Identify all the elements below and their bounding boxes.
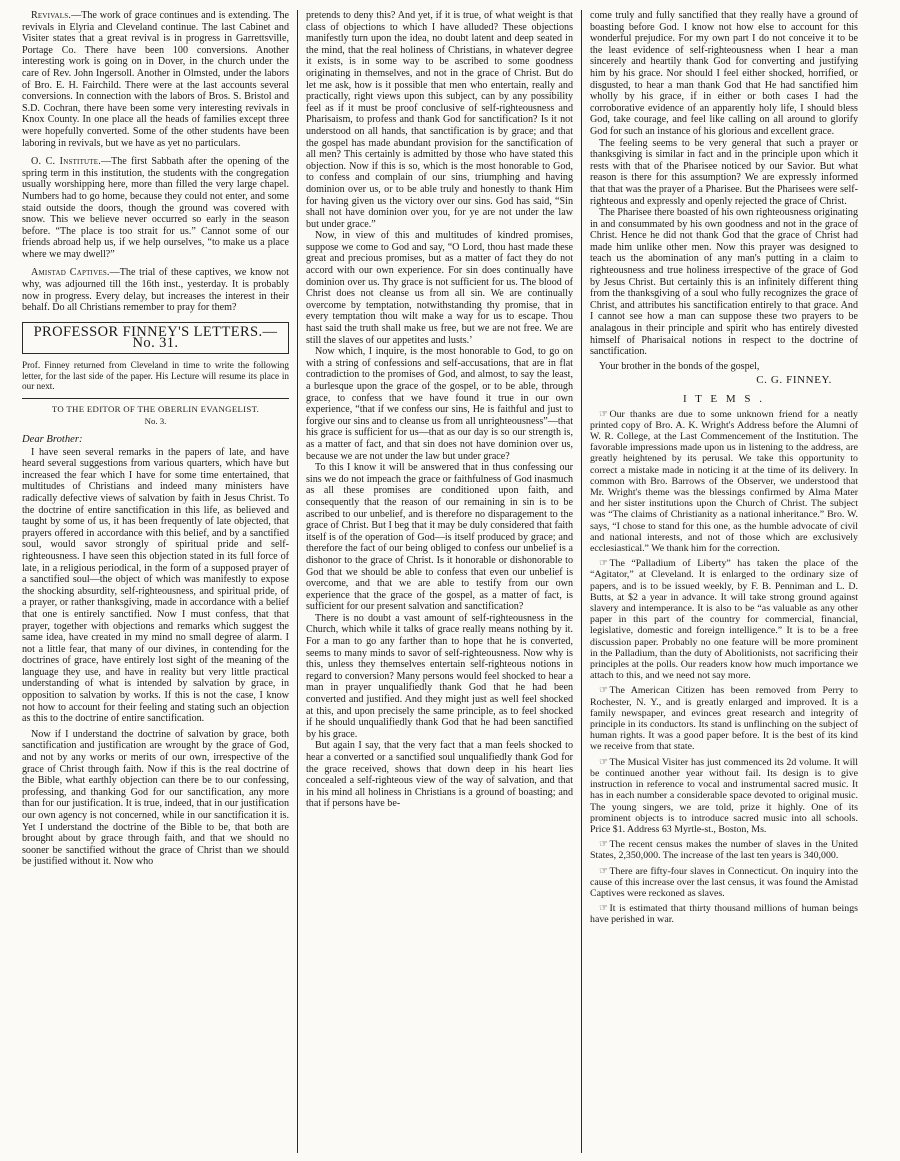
pointing-hand-icon: ☞ — [599, 408, 608, 420]
news-item-text: The Musical Visiter has just commenced its 2d volume. It will be continued another year without fail. Its design is to give instruction in reference to vocal and instrumental sacred music. It has in each number a considerable space devoted to original music. The young singers, we are told, prize it highly. One of its prominent objects is to introduce sacred music into all schools. Price $1. Address 63 Myrtle-st., Boston, Ms. — [590, 756, 858, 835]
c2-paragraph-3: Now which, I inquire, is the most honorable to God, to go on with a string of confessions and self-accusations, that are in flat contradiction to the promises of God, and almost, to say the least, a burlesque upon the grace of the gospel, or to be able, through grace, to confess that we have found it true in our own experience, “that if we confess our sins, He is faithful and just to forgive our sins and to cleanse us from all unrighteousness”—that his grace is sufficient for us—that as our day is so our strength is, as a matter of fact, and that sin does not have dominion over us, because we are not under the law but under grace? — [306, 346, 573, 462]
pointing-hand-icon: ☞ — [599, 839, 608, 851]
c3-paragraph-1: come truly and fully sanctified that they really have a ground of boasting before God. I know not how else to account for this wonderful prejudice. For my own part I do not conceive it to be the least evidence of self-righteousness when I hear a man sincerely and heartily thank God for converting and justifying him by his grace. Nor should I feel either shocked, horrified, or disgusted, to hear a man thank God that He had sanctified him wholly by his grace, if in either or both cases I had the corroborative evidence of an apparently holy life, I should bless God, take courage, and feel like calling on all around to glorify God for such an instance of his glorious and excellent grace. — [590, 10, 858, 137]
news-item — [590, 757, 858, 835]
letter-signature: C. G. FINNEY. — [756, 374, 832, 387]
news-item-text: It is estimated that thirty thousand millions of human beings have perished in war. — [590, 903, 858, 926]
oc-institute-heading: O. C. Institute. — [31, 156, 101, 168]
c2-paragraph-5: There is no doubt a vast amount of self-righteousness in the Church, which while it talks of grace really means nothing by it. For a man to go any farther than to hope that he is converted, seems to many minds to savor of self-righteousness. Now why is this, unless they themselves entertain self-righteous notions in regard to conversion? Many persons would feel shocked to hear a man in prayer unqualifiedly thank God that he had been converted and justified. And they might just as well feel shocked at this, and upon precisely the same principle, as to feel shocked if he should unqualifiedly thank God that he had been sanctified by his grace. — [306, 612, 573, 740]
pointing-hand-icon: ☞ — [599, 903, 608, 915]
news-item-text: The American Citizen has been removed from Perry to Rochester, N. Y., and is greatly enlarged and improved. It is a family newspaper, and evinces great research and integrity of principle in its conductors. Its stand is unflinching on the subject of human rights. It was a good paper before. It is the best of its kind we receive from that state. — [590, 685, 858, 753]
items-section-title: I T E M S . — [682, 393, 766, 405]
revivals-body: —The work of grace continues and is extending. The revivals in Elyria and Cleveland continue. The last Cabinet and Visiter states that a great revival is in progress in Garrettsville, Portage Co. There have been 100 conversions. Another interesting work is going on in Dover, in the church under the care of Rev. John Ingersoll. Another in Olmsted, under the labors of Bro. E. H. Fairchild. There were at the last accounts several conversions. In connection with the labors of Bros. S. Bristol and S.D. Cochran, there have been some very interesting revivals in Knox County. In one place all the heads of families except three were hopefully converted. Some of the other students have been laboring in revivals, but we have as yet no particulars. — [22, 10, 289, 149]
news-item-text: The recent census makes the number of slaves in the United States, 2,350,000. The increase of the last ten years is 340,000. — [590, 839, 858, 862]
editor-note: Prof. Finney returned from Cleveland in time to write the following letter, for the last side of the paper. His Lecture will resume its place in our next. — [22, 360, 289, 392]
letter-closing: Your brother in the bonds of the gospel, — [599, 360, 760, 372]
amistad-heading: Amistad Captives. — [31, 267, 110, 279]
c2-paragraph-1: pretends to deny this? And yet, if it is true, of what weight is that class of objections to which I have alluded? These objections manifestly turn upon the idea, no doubt latent and deep seated in the mind, that the real holiness of Christians, in whatever degree it exists, is in some way to be ascribed to some goodness originating in themselves, and not in the grace of Christ. But do let me ask, how is it possible that men who entertain, really and practically, right views upon this subject, can by any possibility feel as if it must be proof conclusive of self-righteousness and Pharisaism, to profess and thank God for sanctification? Is it not understood on all hands, that sanctification is by grace; and that the gospel has made abundant provision for the sanctification of all men? This certainly is admitted by those who have stated this objection. Now if this is so, which is the most honorable to God, to confess and complain of our sins, triumphing and having dominion over us, or to be able truly and honestly to thank Him for having given us the victory over our sins. God has said, “Sin shall not have dominion over you, for ye are not under the law but under grace.” — [306, 10, 573, 230]
news-item-text: The “Palladium of Liberty” has taken the place of the “Agitator,” at Cleveland. It is enlarged to the ordinary size of papers, and is to be issued weekly, by F. B. Penniman and L. D. Butts, at $2 a year in advance. It will take strong ground against slavery and intemperance. It is also to be “as valuable as any other paper in this part of the country for commercial, financial, legislative, domestic and foreign intelligence.” It is to be a free discussion paper. Probably no one feature will be more prominent in the Palladium, than the duty of Abolitionists, not sacrificing their principles at the polls. Our readers know how much importance we attach to this, and we need not say more. — [590, 558, 858, 682]
revivals-paragraph — [22, 10, 289, 149]
c3-paragraph-3: The Pharisee there boasted of his own righteousness originating in and consummated by his own goodness and not in the grace of Christ. Hence he did not thank God that the grace of Christ had made him unlike other men. Now this prayer was designed to teach us the abomination of any man's putting in a claim to righteousness and true holiness irrespective of the grace of God by Jesus Christ. But certainly this is an infinitely different thing from the thanksgiving of a soul who fully recognizes the grace of Christ, and attributes his sanctification entirely to that grace. And I cannot see how a man can suppose these two prayers to be analagous in their principle and spirit who has entirely divested himself of Pharisaical notions in respect to the doctrine of sanctification. — [590, 207, 858, 358]
pointing-hand-icon: ☞ — [599, 756, 608, 768]
news-item — [590, 558, 858, 681]
news-item — [590, 409, 858, 555]
amistad-body: —The trial of these captives, we know not why, was adjourned till the 16th inst., yesterday. It is probably now in progress. Every delay, but increases the interest in their behalf. Do all Christians remember to pray for them? — [22, 267, 289, 314]
pointing-hand-icon: ☞ — [599, 865, 608, 877]
news-item — [590, 685, 858, 752]
to-editor-line: TO THE EDITOR OF THE OBERLIN EVANGELIST. — [51, 403, 260, 414]
revivals-heading: Revivals. — [31, 10, 72, 21]
columns-container — [14, 10, 886, 1153]
news-item-text: Our thanks are due to some unknown friend for a neatly printed copy of Bro. A. K. Wright's Address before the Alumni of W. R. College, at the Last Commencement of the Institution. The favorable impressions made upon us in listening to the address, are greatly heightened by its perusal. We take this opportunity to correct a mistake made in noticing it at the time of its delivery. In common with Bro. Barrows of the Observer, we understood that Mr. Wright's theme was the blessings confirmed by Alma Mater and her sister institutions upon the Church of Christ. The subject was “The claims of Christianity as a national inheritance.” Bro. W. says, “I chose to stand for this one, as the humble advocate of civil and national interests, and not of those which are exclusively ecclesiastical.” We thank him for the correction. — [590, 408, 858, 555]
salutation: Dear Brother: — [22, 434, 83, 445]
pointing-hand-icon: ☞ — [599, 685, 608, 697]
column-one — [14, 10, 298, 1153]
news-item — [590, 866, 858, 900]
news-item — [590, 839, 858, 861]
letter-number: No. 3. — [144, 416, 167, 427]
news-item — [590, 903, 858, 925]
column-three — [582, 10, 866, 1153]
c1-paragraph-1: I have seen several remarks in the papers of late, and have heard several suggestions from various quarters, which have but increased the fear which I have for some time entertained, that multitudes of Christians and indeed many ministers have radically defective views of salvation by faith in Jesus Christ. To the doctrine of entire sanctification in this life, as believed and taught by some of us, it has been frequently of late objected, that prayers offered in accordance with this belief, and by a sanctified soul, would savor strongly of spiritual pride and self-righteousness. I have seen this objection stated in its full force of late, in a religious periodical, in the form of a supposed prayer of a sanctified soul—the object of which was manifestly to expose the shocking absurdity, self-righteousness, and spiritual pride, of a prayer, or rather thanksgiving, made in accordance with a belief that one is entirely sanctified. Now I must confess, that that prayer, together with objections and remarks which suggest the same idea, have created in my mind no small degree of alarm. I not a little fear, that many of our divines, in contending for the doctrines of grace, have entirely lost sight of the meaning of the language they use, and have in reality but very little practical understanding of what is intended by salvation by grace, in opposition to salvation by works. If this is not the case, I know not how to account for their feeling and stating such an objection as this to the doctrine of entire sanctification. — [22, 446, 289, 725]
c2-paragraph-4: To this I know it will be answered that in thus confessing our sins we do not impeach the grace or faithfulness of God inasmuch as all these promises are conditioned upon faith, and consequently that the reason of our remaining in sin is to be ascribed to our unbelief, and is therefore no disparagement to the grace of Christ. But I beg that it may be duly considered that faith itself is of the operation of God—is itself produced by grace; and therefore the fact of our being obliged to confess our unbelief is a dishonor to the grace of Christ. Is it honorable or dishonorable to God that we should be able to confess that even our unbelief is overcome, and that we are able to testify from our own experience that the grace of the gospel, as a matter of fact, is sufficient for our present salvation and sanctification? — [306, 462, 573, 613]
c1-paragraph-2: Now if I understand the doctrine of salvation by grace, both sanctification and justification are wrought by the grace of God, and not by any works or merits of our own, irrespective of the grace of Christ through faith. Now if this is the real doctrine of the Bible, what earthly objection can there be to our confessing, professing, and thanking God for our sanctification, any more than for our justification. It is true, indeed, that in our justification our own agency is not concerned, while in our sanctification it is. Yet I understand the doctrine of the Bible to be, that both are brought about by grace through faith, and that we should no sooner be sanctified without the grace of Christ than we should be justified without it. Now who — [22, 728, 289, 868]
c2-paragraph-6: But again I say, that the very fact that a man feels shocked to hear a converted or a sanctified soul unqualifiedly thank God for the grace received, shows that down deep in his heart lies concealed a self-righteous view of the way of salvation, and that in his mind all holiness in Christians is a ground of boasting; and that if persons have be- — [306, 740, 573, 810]
column-two — [298, 10, 582, 1153]
c3-paragraph-2: The feeling seems to be very general that such a prayer or thanksgiving is similar in fact and in the principle upon which it rests with that of the Pharisee noticed by our Savior. But what reason is there for this assumption? We are expressly informed that that was the prayer of a Pharisee. But the Pharisees were self-righteous and expressly and openly rejected the grace of Christ. — [590, 137, 858, 207]
finney-letters-title: PROFESSOR FINNEY'S LETTERS.—No. 31. — [22, 322, 289, 354]
amistad-paragraph — [22, 267, 289, 313]
news-item-text: There are fifty-four slaves in Connecticut. On inquiry into the cause of this increase over the last census, it was found the Amistad Captives were reckoned as slaves. — [590, 865, 858, 899]
oc-institute-paragraph — [22, 156, 289, 260]
divider — [22, 398, 289, 399]
pointing-hand-icon: ☞ — [599, 558, 608, 570]
oc-institute-body: —The first Sabbath after the opening of the spring term in this institution, the students with the congregation usually worshipping here, more than filled the very large chapel. Numbers had to go home, because they could not enter, and some staid outside the doors, though the ground was covered with snow. This we believe never occurred so early in the season before. “The place is too strait for us.” Cannot some of our friends abroad help us, if we help ourselves, “to make us a place where we may dwell?” — [22, 156, 289, 260]
c2-paragraph-2: Now, in view of this and multitudes of kindred promises, suppose we come to God and say, “O Lord, thou hast made these great and precious promises, but as a matter of fact they do not accord with our own experience. For sin does continually have dominion over us. Thy grace is not sufficient for us. The blood of Christ does not cleanse us from all sin. We are continually overcome by temptation, notwithstanding thy promise, that in every temptation thou wilt make a way for us to escape. Thou hast said the truth shall make us free, but we are not free. We are still the slaves of our appetites and lusts.’ — [306, 230, 573, 346]
